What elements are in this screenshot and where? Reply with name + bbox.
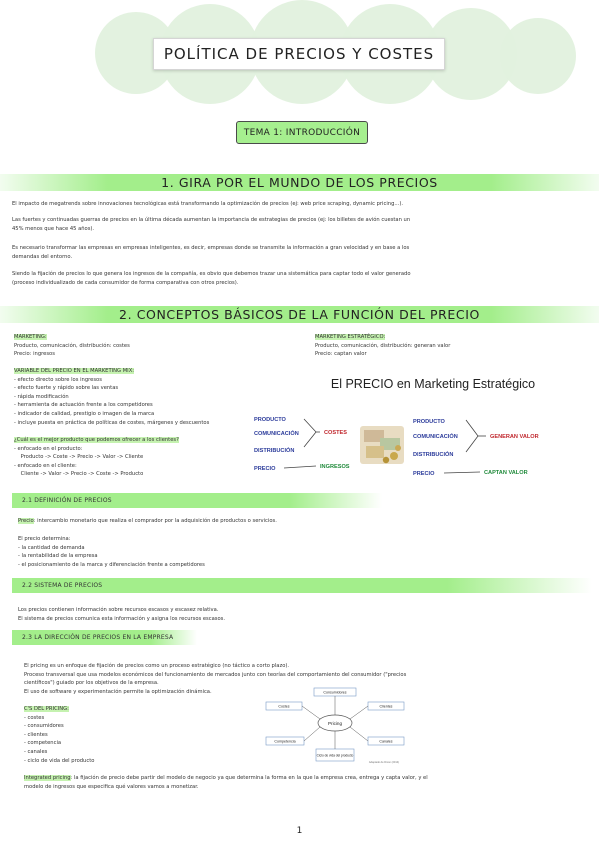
brace-arrow — [466, 420, 478, 452]
paragraph: El pricing es un enfoque de fijación de precios como un proceso estratégico (no táctico a corto plazo). — [24, 663, 290, 669]
connector — [444, 472, 480, 473]
list-item: - herramienta de actuación frente a los competidores — [14, 402, 153, 409]
decorative-circle — [500, 18, 576, 94]
pricing-node-label: Clientes — [379, 704, 393, 709]
list-item: - consumidores — [24, 723, 64, 730]
me-line: Precio: captan valor — [315, 351, 367, 358]
diagram-left-item: DISTRIBUCIÓN — [254, 448, 295, 454]
pricing-cs-diagram — [262, 685, 412, 767]
ip-text: : la fijación de precio debe partir del modelo de negocio ya que determina la forma en la que la empresa crea, entrega y capta valor, y el modelo de ingresos que especifica qué valores vamos a monetizar. — [24, 775, 428, 790]
ip-term: Integrated pricing — [24, 775, 71, 781]
strategic-price-diagram — [248, 372, 593, 487]
paragraph: Siendo la fijación de precios lo que genera los ingresos de la compañía, es obvio que debemos trazar una sistemática para captar todo el valor generado (proceso individualizado de cada consumidor de forma comparativa con otros precios). — [12, 271, 411, 286]
list-item: - el posicionamiento de la marca y diferenciación frente a competidores — [18, 561, 205, 568]
page-title: POLÍTICA DE PRECIOS Y COSTES — [153, 38, 445, 70]
cs-label: C'S DEL PRICING: — [24, 706, 69, 712]
diagram-title: El PRECIO en Marketing Estratégico — [330, 377, 536, 391]
det-label: El precio determina: — [18, 536, 71, 542]
list-item: - ciclo de vida del producto — [24, 757, 95, 764]
list-item: - rápida modificación — [14, 393, 69, 400]
pricing-cs-diagram-svg — [262, 685, 412, 767]
def-text: : intercambio monetario que realiza el comprador por la adquisición de productos o servicios. — [33, 518, 277, 524]
list-item: - incluye puesta en práctica de políticas de costes, márgenes y descuentos — [14, 419, 210, 426]
list-item: Producto -> Coste -> Precio -> Valor -> Cliente — [14, 454, 144, 461]
strategic-price-diagram-svg — [248, 372, 593, 487]
pricing-node-label: Costes — [278, 704, 290, 709]
brace-arrow — [304, 419, 316, 447]
s21-definition — [18, 517, 418, 526]
paragraph: Es necesario transformar las empresas en empresas inteligentes, es decir, empresas donde se transmite la información a gran velocidad y en base a los demandas del entorno. — [12, 245, 410, 260]
section-1-body — [12, 244, 417, 261]
paragraph: El uso de software y experimentación permite la optimización dinámica. — [24, 688, 212, 695]
paragraph: Los precios contienen información sobre recursos escasos y escasez relativa. — [18, 607, 219, 613]
marketing-block — [14, 333, 214, 359]
diagram-left-item: PRODUCTO — [254, 417, 286, 423]
question-block — [14, 436, 254, 479]
diagram-captan-valor: CAPTAN VALOR — [484, 470, 528, 476]
paragraph: Las fuertes y continuadas guerras de precios en la última década aumentan la importancia de estrategias de precios (ej: los billetes de avión cuestan un 45% menos que hace 45 años). — [12, 217, 411, 232]
diagram-costes: COSTES — [324, 430, 348, 436]
def-term: Precio — [18, 518, 34, 524]
paragraph: Proceso transversal que usa modelos económicos del funcionamiento de mercados junto con teorías del comportamiento del consumidor ("precios científicos") guiado por los objetivos de la empresa. — [24, 671, 407, 687]
me-line: Producto, comunicación, distribución: generan valor — [315, 342, 451, 349]
diagram-right-item: DISTRIBUCIÓN — [413, 452, 454, 458]
list-item: - efecto fuerte y rápido sobre las ventas — [14, 385, 119, 392]
diagram-ingresos: INGRESOS — [320, 464, 350, 470]
mix-label: VARIABLE DEL PRECIO EN EL MARKETING MIX: — [14, 368, 135, 374]
diagram-left-item: COMUNICACIÓN — [254, 431, 299, 437]
pricing-node-label: Canales — [379, 739, 393, 744]
connector — [284, 466, 316, 468]
me-label: MARKETING ESTRATÉGICO: — [315, 334, 386, 340]
diagram-right-item: PRECIO — [413, 471, 435, 477]
diagram-right-item: PRODUCTO — [413, 419, 445, 425]
list-item: - indicador de calidad, prestigio o imagen de la marca — [14, 410, 155, 417]
section-1-body — [12, 216, 417, 233]
s22-body — [18, 606, 418, 623]
paragraph: El impacto de megatrends sobre innovaciones tecnológicas está transformando la optimización de precios (ej: web price scraping, dynamic pricing...). — [12, 201, 403, 207]
list-item: - costes — [24, 714, 45, 721]
pricing-node-label: Consumidores — [323, 690, 347, 695]
list-item: Cliente -> Valor -> Precio -> Coste -> Producto — [14, 471, 144, 478]
pricing-caption: Adaptado de Dixon (2014) — [368, 761, 400, 764]
subsection-2-1-heading: 2.1 DEFINICIÓN DE PRECIOS — [12, 493, 382, 508]
subsection-2-2-heading: 2.2 SISTEMA DE PRECIOS — [12, 578, 592, 593]
marketing-mix-block — [14, 367, 254, 427]
list-item: - clientes — [24, 731, 48, 738]
diagram-left-item: PRECIO — [254, 466, 276, 472]
list-item: - competencia — [24, 740, 62, 747]
cs-pricing-block — [24, 705, 224, 765]
pricing-node-label: Ciclo de vida del producto — [316, 753, 354, 758]
list-item: - enfocado en el cliente: — [14, 462, 77, 469]
marketing-line: Producto, comunicación, distribución: costes — [14, 342, 130, 349]
marketing-estrategico-block — [315, 333, 515, 359]
section-2-heading: 2. CONCEPTOS BÁSICOS DE LA FUNCIÓN DEL PRECIO — [0, 306, 599, 323]
section-1-body — [12, 270, 417, 287]
list-item: - la rentabilidad de la empresa — [18, 553, 98, 560]
topic-badge: TEMA 1: INTRODUCCIÓN — [236, 121, 368, 144]
list-item: - canales — [24, 748, 48, 755]
integrated-pricing-block — [24, 774, 429, 791]
diagram-generan-valor: GENERAN VALOR — [490, 434, 539, 440]
question: ¿Cuál es el mejor producto que podemos ofrecer a los clientes? — [14, 437, 179, 443]
list-item: - enfocado en el producto: — [14, 445, 83, 452]
marketing-line: Precio: ingresos — [14, 351, 55, 358]
pricing-center-label: Pricing — [327, 721, 343, 726]
section-1-heading: 1. GIRA POR EL MUNDO DE LOS PRECIOS — [0, 174, 599, 191]
section-1-body — [12, 200, 417, 209]
list-item: - efecto directo sobre los ingresos — [14, 376, 102, 383]
money-image — [360, 426, 404, 464]
subsection-2-3-heading: 2.3 LA DIRECCIÓN DE PRECIOS EN LA EMPRESA — [12, 630, 197, 645]
page-number: 1 — [296, 826, 303, 836]
paragraph: El sistema de precios comunica esta información y asigna los recursos escasos. — [18, 615, 225, 622]
list-item: - la cantidad de demanda — [18, 544, 85, 551]
diagram-right-item: COMUNICACIÓN — [413, 434, 458, 440]
s21-determina — [18, 535, 418, 569]
marketing-label: MARKETING: — [14, 334, 47, 340]
pricing-node-label: Competencia — [274, 739, 296, 744]
